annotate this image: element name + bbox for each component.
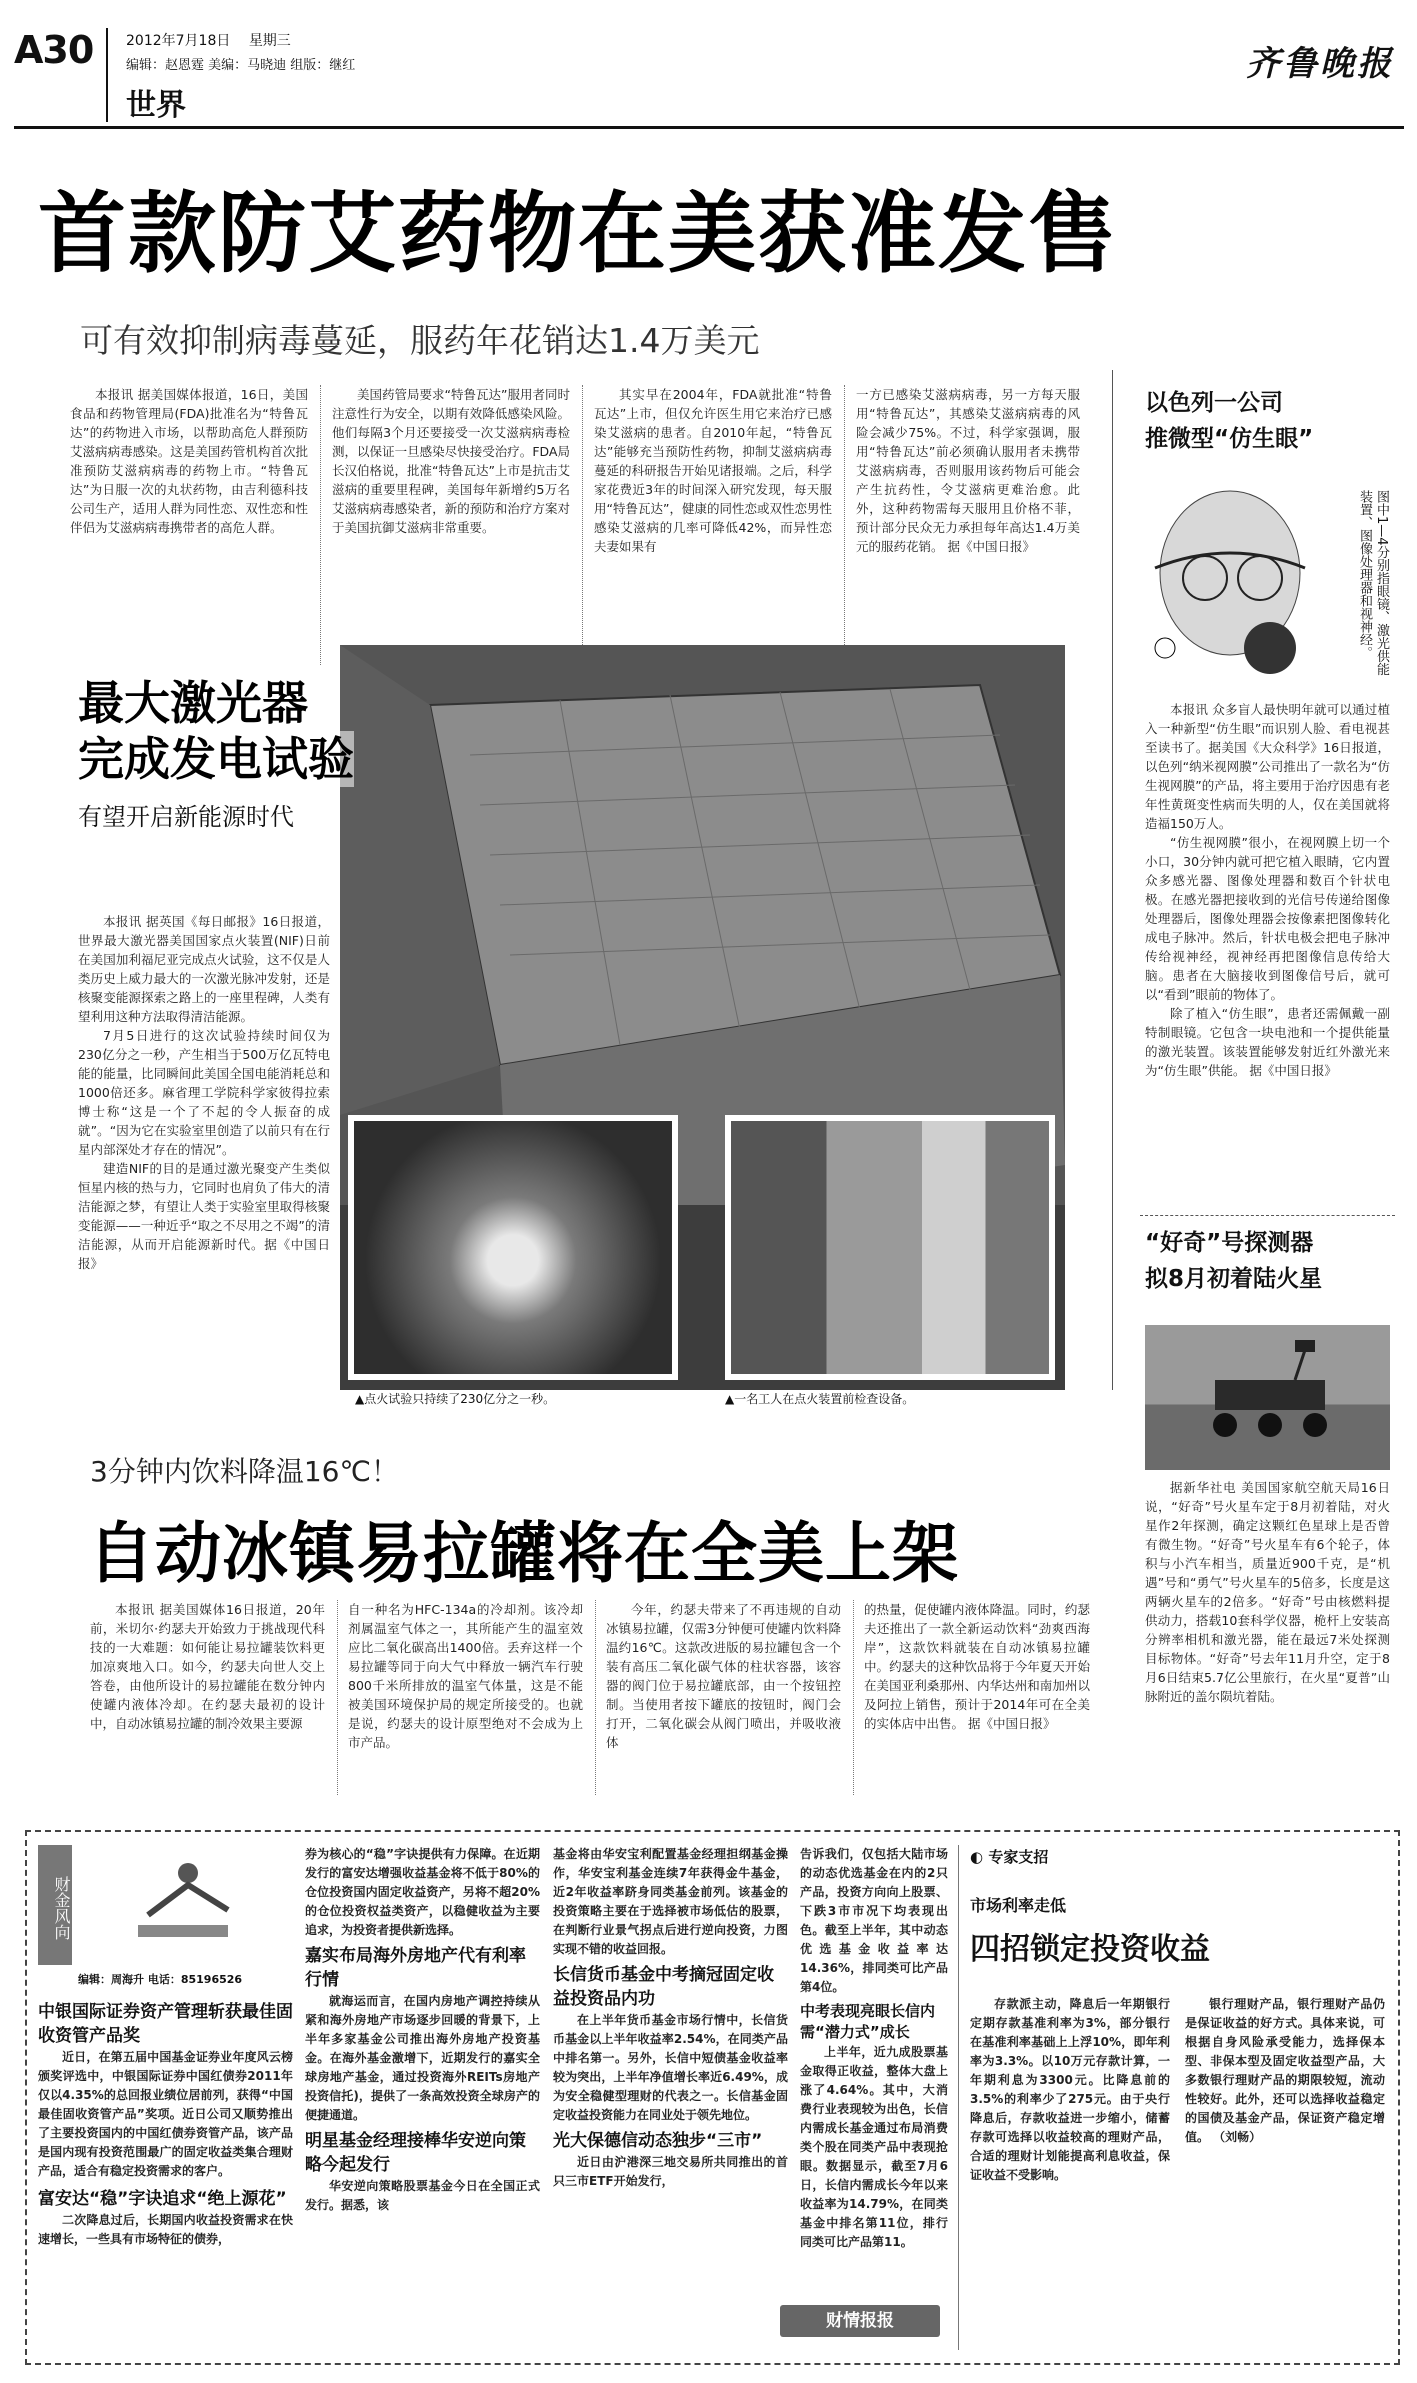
laser-paragraph: 本报讯 据英国《每日邮报》16日报道，世界最大激光器美国国家点火装置(NIF)日前在美国加利福尼亚完成点火试验，这不仅是人类历史上威力最大的一次激光脉冲发射，还是核聚变能源探索之路上的一座里程碑，人类有望利用这种方法取得清洁能源。 <box>78 914 330 1024</box>
cans-col-1: 本报讯 据美国媒体16日报道，20年前，米切尔·约瑟夫开始致力于挑战现代科技的一大难题：如何能让易拉罐装饮料更加凉爽地入口。如今，约瑟夫向世人交上答卷，由他所设计的易拉罐能在数分钟内使罐内液体冷却。在约瑟夫最初的设计中，自动冰镇易拉罐的制冷效果主要源 <box>90 1602 325 1731</box>
expert-kicker: 市场利率走低 <box>970 1896 1067 1915</box>
expert-col-1: 存款派主动，降息后一年期银行定期存款基准利率为3%，部分银行在基准利率基础上上浮10%，即年利率为3.3%。以10万元存款计算，一年期利息为3300元。比降息前的3.5%的利率少了275元。由于央行降息后，存款收益进一步缩小，储蓄存款可选择以收益较高的理财产品，合适的理财计划能提高利息收益，保证收益不受影响。 <box>970 1997 1170 2182</box>
laser-body <box>78 912 330 1273</box>
paper-logo: 齐鲁晚报 <box>1246 44 1394 84</box>
col-divider <box>844 385 845 665</box>
finance-item-title: 富安达“稳”字诀追求“绝上源花” <box>38 2189 287 2209</box>
trophy-icon <box>118 1855 238 1955</box>
curiosity-body: 据新华社电 美国国家航空航天局16日说，“好奇”号火星车定于8月初着陆，对火星作2年探测，确定这颗红色星球上是否曾有微生物。“好奇”号火星车有6个轮子，体积与小汽车相当，质量近900千克，是“机遇”号和“勇气”号火星车的5倍多，长度是这两辆火星车的2倍多。“好奇”号由核燃料提供动力，搭载10套科学仪器，桅杆上安装高分辨率相机和激光器，能在最远7米处探测目标物体。“好奇”号去年11月升空，定于8月6日结束5.7亿公里旅行，在火星“夏普”山脉附近的盖尔陨坑着陆。 <box>1145 1480 1390 1704</box>
finance-col-3 <box>553 1845 788 2191</box>
finance-item-body: 就海运而言，在国内房地产调控持续从紧和海外房地产市场逐步回暖的背景下，上半年多家基金公司推出海外房地产投资基金。在海外基金激增下，近期发行的嘉实全球房地产基金，通过投资海外REITs房地产投资信托)，提供了一条高效投资全球房产的便捷通道。 <box>305 1994 540 2122</box>
laser-worker-photo <box>725 1115 1055 1380</box>
curiosity-headline <box>1145 1225 1390 1297</box>
finance-item-body: 在上半年货币基金市场行情中，长信货币基金以上半年收益率2.54%，在同类产品中排名第一。另外，长信中短债基金收益率较为突出，上半年净值增长率近6.49%，成为安全稳健型理财的代表之一。长信基金固定收益投资能力在同业处于领先地位。 <box>553 2013 788 2122</box>
bionic-headline-line2: 推微型“仿生眼” <box>1145 426 1314 452</box>
lead-subhead: 可有效抑制病毒蔓延，服药年花销达1.4万美元 <box>80 321 760 360</box>
cans-col-4: 的热量，促使罐内液体降温。同时，约瑟夫还推出了一款全新运动饮料“劲爽西海岸”，这款饮料就装在自动冰镇易拉罐中。约瑟夫的这种饮品将于今年夏天开始在美国亚利桑那州、内华达州和南加州以及阿拉上销售，预计于2014年可在全美的实体店中出售。 据《中国日报》 <box>864 1602 1090 1731</box>
finance-item-title: 中考表现亮眼长信内需“潜力式”成长 <box>800 2002 936 2041</box>
finance-item-body: 基金将由华安宝利配置基金经理担纲基金操作，华安宝利基金连续7年获得金牛基金，近2年收益率跻身同类基金前列。该基金的投资策略主要在于选择被市场低估的股票，在判断行业景气拐点后进行逆向投资，力图实现不错的收益回报。 <box>553 1847 788 1956</box>
finance-col-1 <box>38 2000 293 2249</box>
rover-icon <box>1145 1325 1390 1470</box>
lead-col-4: 一方已感染艾滋病病毒，另一方每天服用“特鲁瓦达”，其感染艾滋病病毒的风险会减少75%。不过，科学家强调，服用“特鲁瓦达”前必须确认服用者未携带艾滋病病毒，否则服用该药物后可能会产生抗药性，令艾滋病更难治愈。此外，这种药物需每天服用且价格不菲，预计部分民众无力承担每年高达1.4万美元的服药花销。 据《中国日报》 <box>856 387 1080 554</box>
issue-date: 2012年7月18日 <box>126 33 231 49</box>
finance-item-title: 光大保德信动态独步“三市” <box>553 2131 763 2151</box>
lead-col-3: 其实早在2004年，FDA就批准“特鲁瓦达”上市，但仅允许医生用它来治疗已感染艾滋病的患者。自2010年起，“特鲁瓦达”能够充当预防性药物，抑制艾滋病病毒蔓延的科研报告开始见诸报端。之后，科学家花费近3年的时间深入研究发现，每天服用“特鲁瓦达”，健康的同性恋或双性恋男性感染艾滋病的几率可降低42%，而异性恋夫妻如果有 <box>594 387 832 554</box>
finance-item-body: 二次降息过后，长期国内收益投资需求在快速增长，一些具有市场特征的债券， <box>38 2213 293 2246</box>
cans-col-3: 今年，约瑟夫带来了不再违规的自动冰镇易拉罐，仅需3分钟便可使罐内饮料降温约16℃。这款改进版的易拉罐包含一个装有高压二氧化碳气体的柱状容器，该容器的阀门位于易拉罐底部，由一个按钮控制。当使用者按下罐底的按钮时，阀门会打开，二氧化碳会从阀门喷出，并吸收液体 <box>606 1602 841 1750</box>
lead-headline: 首款防艾药物在美获准发售 <box>38 182 1119 285</box>
laser-headline-line1: 最大激光器 <box>78 676 308 730</box>
masthead-rule <box>14 126 1404 129</box>
finance-badge-box <box>38 1845 298 1995</box>
lead-col-1: 本报讯 据美国媒体报道，16日，美国食品和药物管理局(FDA)批准名为“特鲁瓦达”的药物进入市场，以帮助高危人群预防艾滋病病毒感染。这是美国药管机构首次批准预防艾滋病病毒的药物上市。“特鲁瓦达”为日服一次的丸状药物，由吉利德科技公司生产，适用人群为同性恋、双性恋和性伴侣为艾滋病病毒携带者的高危人群。 <box>70 387 308 535</box>
masthead-divider <box>106 28 108 122</box>
bionic-story <box>1145 385 1390 457</box>
bionic-body <box>1145 700 1390 1080</box>
expert-headline: 四招锁定投资收益 <box>970 1932 1210 1967</box>
col-divider <box>595 1600 596 1795</box>
finance-editor: 编辑：周海升 电话：85196526 <box>78 1973 243 1986</box>
cans-headline: 自动冰镇易拉罐将在全美上架 <box>88 1515 959 1592</box>
bionic-paragraph: “仿生视网膜”很小，在视网膜上切一个小口，30分钟内就可把它植入眼睛，它内置众多感光器、图像处理器和数百个针状电极。在感光器把接收到的光信号传递给图像处理器后，图像处理器会按像素把图像转化成电子脉冲。然后，针状电极会把电子脉冲传给视神经，视神经再把图像信息传给大脑。患者在大脑接收到图像信号后，就可以“看到”眼前的物体了。 <box>1145 835 1390 1002</box>
finance-item-body: 近日由沪港深三地交易所共同推出的首只三市ETF开始发行， <box>553 2155 788 2188</box>
finance-item-title: 中银国际证券资产管理斩获最佳固收资管产品奖 <box>38 2002 293 2046</box>
finance-item-title: 明星基金经理接棒华安逆向策略今起发行 <box>305 2131 526 2175</box>
finance-item-body: 上半年，近九成股票基金取得正收益，整体大盘上涨了4.64%。其中，大消费行业表现较为出色，长信内需成长基金通过布局消费类个股在同类产品中表现抢眼。数据显示，截至7月6日，长信内需成长今年以来收益率为14.79%，在同类基金中排名第11位，排行同类可比产品第11。 <box>800 2045 948 2249</box>
finance-item-body: 华安逆向策略股票基金今日在全国正式发行。据悉，该 <box>305 2179 540 2212</box>
issue-weekday: 星期三 <box>248 33 291 49</box>
laser-chamber-photo <box>348 1115 678 1380</box>
curiosity-headline-line1: “好奇”号探测器 <box>1145 1230 1314 1256</box>
mars-rover-photo <box>1145 1325 1390 1470</box>
finance-divider <box>958 1845 959 2350</box>
col-divider <box>337 1600 338 1795</box>
finance-ad-banner[interactable] <box>780 2305 940 2337</box>
sidebar-divider <box>1140 1215 1395 1216</box>
finance-item-title: 嘉实布局海外房地产代有利率行情 <box>305 1946 526 1990</box>
chat-icon: ◐ <box>970 1848 984 1866</box>
finance-item-body: 券为核心的“稳”字诀提供有力保障。在近期发行的富安达增强收益基金将不低于80%的仓位投资国内固定收益资产，另将不超20%的仓位投资权益类资产，以稳健收益为主要追求，为投资者提供新选择。 <box>305 1847 540 1937</box>
lead-body <box>70 385 1080 670</box>
cans-col-2: 自一种名为HFC-134a的冷却剂。该冷却剂属温室气体之一，其所能产生的温室效应比二氧化碳高出1400倍。丢弃这样一个易拉罐等同于向大气中释放一辆汽车行驶800千米所排放的温室气体量，这是不能被美国环境保护局的规定所接受的。也就是说，约瑟夫的设计原型绝对不会成为上市产品。 <box>348 1602 583 1750</box>
finance-col-2 <box>305 1845 540 2215</box>
masthead-date-line <box>126 30 291 50</box>
credits: 编辑：赵恩霆 美编：马晓迪 组版：继红 <box>126 58 356 73</box>
col-divider <box>320 385 321 665</box>
bionic-paragraph: 本报讯 众多盲人最快明年就可以通过植入一种新型“仿生眼”而识别人脸、看电视甚至读书了。据美国《大众科学》16日报道，以色列“纳米视网膜”公司推出了一款名为“仿生视网膜”的产品，将主要用于治疗因患有老年性黄斑变性病而失明的人，仅在美国就将造福150万人。 <box>1145 702 1390 831</box>
expert-tag-label: 专家支招 <box>988 1848 1049 1866</box>
bionic-headline-line1: 以色列一公司 <box>1145 390 1283 416</box>
laser-paragraph: 7月5日进行的这次试验持续时间仅为230亿分之一秒，产生相当于500万亿瓦特电能的能量，比同瞬间此美国全国电能消耗总和1000倍还多。麻省理工学院科学家彼得拉索博士称“这是一个了不起的令人振奋的成就”。“因为它在实验室里创造了以前只有在行星内部深处才存在的情况”。 <box>78 1028 330 1157</box>
page-number: A30 <box>14 28 94 72</box>
section-title: 世界 <box>126 88 186 123</box>
col-divider <box>853 1600 854 1795</box>
finance-badge: 财金风向 <box>38 1845 72 1965</box>
ad-banner-label: 财情报报 <box>826 2311 894 2331</box>
laser-paragraph: 建造NIF的目的是通过激光聚变产生类似恒星内核的热与力，它同时也肩负了伟大的清洁能源之梦，有望让人类于实验室里取得核聚变能源——一种近乎“取之不尽用之不竭”的清洁能源，从而开启能源新时代。据《中国日报》 <box>78 1161 330 1271</box>
sidebar-rule <box>1112 370 1113 1390</box>
laser-caption-left: ▲点火试验只持续了230亿分之一秒。 <box>355 1392 556 1406</box>
cans-kicker: 3分钟内饮料降温16℃！ <box>90 1455 399 1488</box>
bionic-side-caption: 图中1—4分别指眼镜、激光供能装置、图像处理器和视神经。 <box>1357 490 1389 676</box>
finance-item-body: 近日，在第五届中国基金证券业年度风云榜颁奖评选中，中银国际证券中国红债券2011年仅以4.35%的总回报业绩位居前列，获得“中国最佳固收资管产品”奖项。近日公司又顺势推出了主要投资国内的中国红债券资管产品，该产品是国内现有投资范围最广的固定收益类集合理财产品，适合有稳定投资需求的客户。 <box>38 2050 293 2178</box>
expert-col-2: 银行理财产品，银行理财产品仍是保证收益的好方式。具体来说，可根据自身风险承受能力，选择保本型、非保本型及固定收益型产品，大多数银行理财产品的期限较短，流动性较好。此外，还可以选择收益稳定的国债及基金产品，保证资产稳定增值。 （刘畅） <box>1185 1997 1385 2144</box>
cans-body <box>90 1600 1090 1800</box>
finance-item-body: 告诉我们，仅包括大陆市场的动态优选基金在内的2只产品，投资方向向上股票、下跌3市市况下均表现出色。截至上半年，其中动态优选基金收益率达14.36%，排同类可比产品第4位。 <box>800 1847 948 1994</box>
bionic-eye-illustration <box>1145 478 1315 688</box>
bionic-paragraph: 除了植入“仿生眼”，患者还需佩戴一副特制眼镜。它包含一块电池和一个提供能量的激光装置。该装置能够发射近红外激光来为“仿生眼”供能。 据《中国日报》 <box>1145 1006 1390 1078</box>
expert-tag <box>970 1845 1390 1869</box>
laser-headline-line2: 完成发电试验 <box>78 732 354 786</box>
laser-caption-right: ▲一名工人在点火装置前检查设备。 <box>725 1392 915 1406</box>
masthead <box>14 18 1404 130</box>
col-divider <box>582 385 583 665</box>
lead-col-2: 美国药管局要求“特鲁瓦达”服用者同时注意性行为安全，以期有效降低感染风险。他们每隔3个月还要接受一次艾滋病病毒检测，以保证一旦感染尽快接受治疗。FDA局长汉伯格说，批准“特鲁瓦达”上市是抗击艾滋病的重要里程碑，美国每年新增约5万名艾滋病病毒感染者，新的预防和治疗方案对于美国抗御艾滋病非常重要。 <box>332 387 570 535</box>
laser-headline-block <box>78 675 408 832</box>
finance-col-4 <box>800 1845 948 2252</box>
laser-subhead: 有望开启新能源时代 <box>78 797 294 832</box>
finance-item-title: 长信货币基金中考摘冠固定收益投资品内功 <box>553 1965 774 2009</box>
expert-block <box>970 1845 1390 2182</box>
curiosity-headline-line2: 拟8月初着陆火星 <box>1145 1266 1323 1292</box>
